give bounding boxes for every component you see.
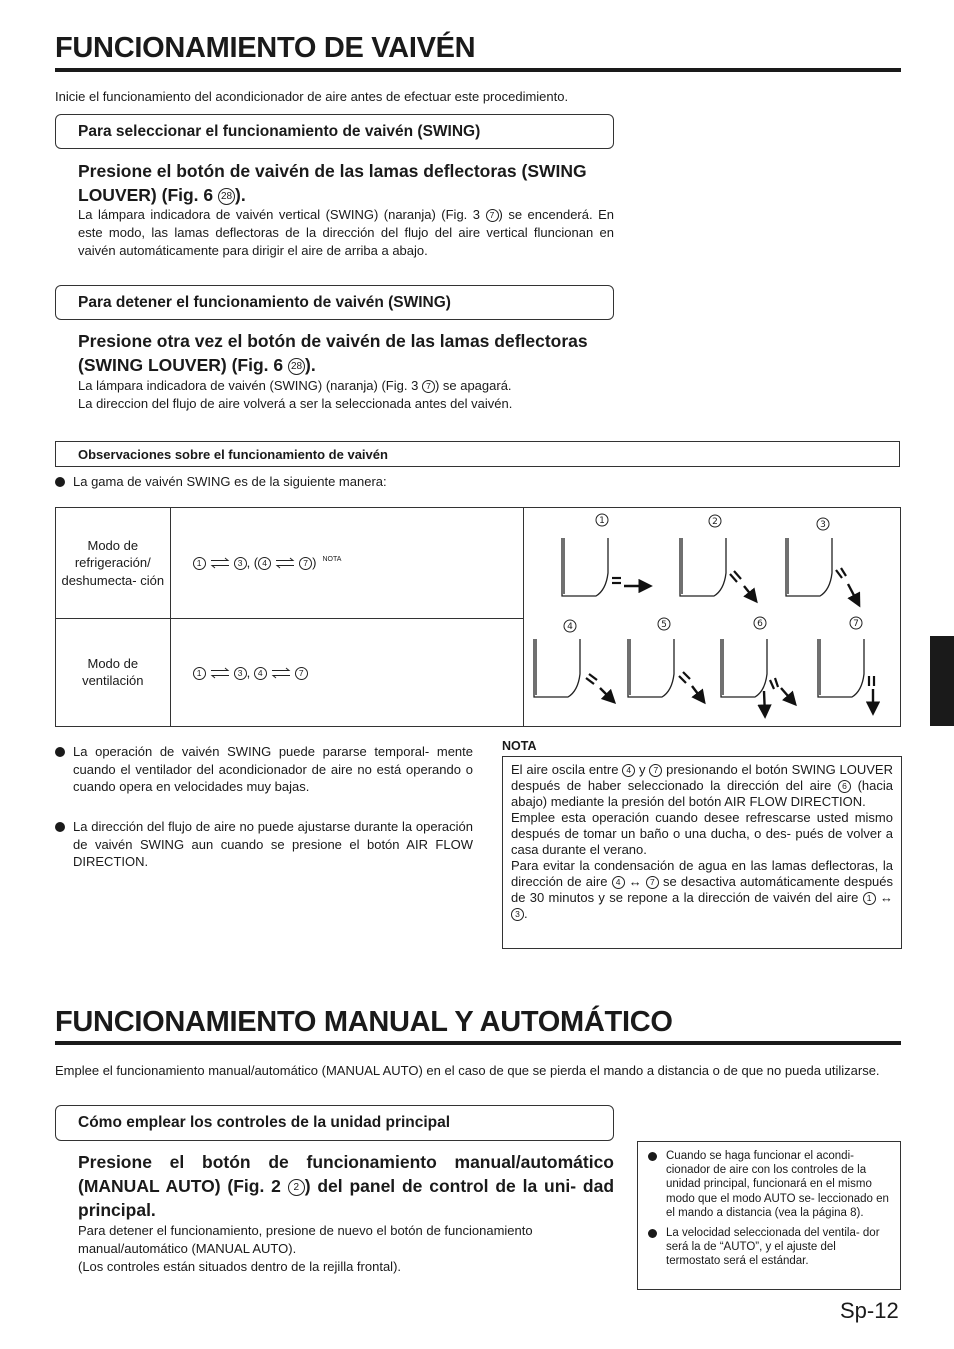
svg-text:6: 6: [757, 619, 763, 629]
mode-fan: Modo de ventilación: [56, 618, 171, 727]
subheading-main-unit-controls: Cómo emplear los controles de la unidad principal: [55, 1105, 614, 1141]
mode-cooling: Modo de refrigeración/ deshumecta- ción: [56, 508, 171, 619]
svg-text:2: 2: [712, 517, 718, 527]
swap-arrows-icon: [270, 667, 292, 679]
nota-box: El aire oscila entre 4 y 7 presionando el botón SWING LOUVER después de haber seleccionado la dirección del aire 6 (hacia abajo) mediante la presión del botón AIR FLOW DIRECTION. Emplee esta operación cuando desee refrescarse usted mismo después de tomar un baño o una ducha, o des- pués de volver a casa durante el verano. Para evitar la condensación de agua en las lamas deflectoras, la dirección de aire 4 ↔ 7 se desactiva automáticamente después de 30 minutos y se repone a la dirección de vaivén del aire 1 ↔ 3 .: [502, 756, 902, 949]
svg-text:7: 7: [853, 619, 859, 629]
swap-arrows-icon: [274, 557, 296, 569]
subheading-select-swing: Para seleccionar el funcionamiento de vaivén (SWING): [55, 114, 614, 149]
manual-notes-box: [637, 1141, 901, 1290]
step-press-swing: Presione el botón de vaivén de las lamas deflectoras (SWING LOUVER) (Fig. 6 28 ).: [78, 161, 587, 205]
step-body-swing-off: La lámpara indicadora de vaivén (SWING) (naranja) (Fig. 3 7 ) se apagará. La direccion del flujo de aire volverá a ser la seleccionada antes del vaivén.: [78, 378, 513, 411]
step-press-swing-again: Presione otra vez el botón de vaivén de las lamas deflectoras (SWING LOUVER) (Fig. 6 28 ).: [78, 331, 588, 375]
swap-arrows-icon: [209, 557, 231, 569]
swing-intro: Inicie el funcionamiento del acondicionador de aire antes de efectuar este procedimiento.: [55, 89, 569, 104]
bullet-airflow: La dirección del flujo de aire no puede ajustarse durante la operación de vaivén SWING aun cuando se presione el botón AIR FLOW DIRECTION.: [55, 818, 473, 871]
title-rule: [55, 1041, 901, 1045]
section-title-swing: FUNCIONAMIENTO DE VAIVÉN: [55, 32, 476, 64]
observations-heading: Observaciones sobre el funcionamiento de vaivén: [55, 441, 900, 467]
swing-range-bullet: La gama de vaivén SWING es de la siguiente manera:: [55, 473, 919, 491]
step-press-manual-auto: Presione el botón de funcionamiento manual/automático (MANUAL AUTO) (Fig. 2 2 ) del panel de control de la uni- dad principal.: [78, 1152, 615, 1220]
subheading-stop-swing: Para detener el funcionamiento de vaivén (SWING): [55, 285, 614, 320]
step-body-swing-on: La lámpara indicadora de vaivén vertical (SWING) (naranja) (Fig. 3 7 ) se encenderá. En este modo, las lamas deflectoras de la dirección del flujo del aire vertical fluncionan en vaivén automáticamente para dirigir el aire de arriba a abajo.: [78, 207, 614, 258]
louver-diagram: [524, 508, 900, 726]
manual-intro: Emplee el funcionamiento manual/automático (MANUAL AUTO) en el caso de que se pierda el mando a distancia o de que no pueda utilizarse.: [55, 1063, 880, 1078]
cooling-range: 1 3 , ( 4 7 ) $^{NOTA}$: [170, 508, 523, 619]
bullet-swing-stop: La operación de vaivén SWING puede pararse temporal- mente cuando el ventilador del acondicionador de aire no está operando o cuando opera en velocidades muy bajas.: [55, 743, 473, 796]
svg-text:1: 1: [599, 516, 605, 526]
note-auto-mode: Cuando se haga funcionar el acondi- cionador de aire con los controles de la unidad principal, funcionará en el mismo modo que el modo AUTO se- leccionado en el mando a distancia (vea la página 8).: [646, 1149, 890, 1220]
section-title-manual-auto: FUNCIONAMIENTO MANUAL Y AUTOMÁTICO: [55, 1006, 673, 1038]
page-number: Sp-12: [840, 1298, 899, 1323]
louver-positions-figure: [523, 508, 900, 727]
nota-label: NOTA: [502, 739, 537, 753]
language-tab-marker: [930, 636, 954, 726]
swing-range-table: [55, 507, 901, 727]
svg-text:3: 3: [820, 520, 826, 530]
fan-range: 1 3 , 4 7: [170, 618, 523, 727]
ref-number: 28: [218, 188, 235, 205]
note-fan-speed: La velocidad seleccionada del ventila- dor será la de “AUTO”, y el ajuste del termostato será el estándar.: [646, 1226, 890, 1269]
svg-text:4: 4: [567, 622, 573, 632]
swap-arrows-icon: [209, 667, 231, 679]
svg-text:5: 5: [661, 620, 667, 630]
title-rule: [55, 68, 901, 72]
manual-body: Para detener el funcionamiento, presione de nuevo el botón de funcionamiento manual/automático (MANUAL AUTO). (Los controles están situados dentro de la rejilla frontal).: [78, 1223, 533, 1274]
